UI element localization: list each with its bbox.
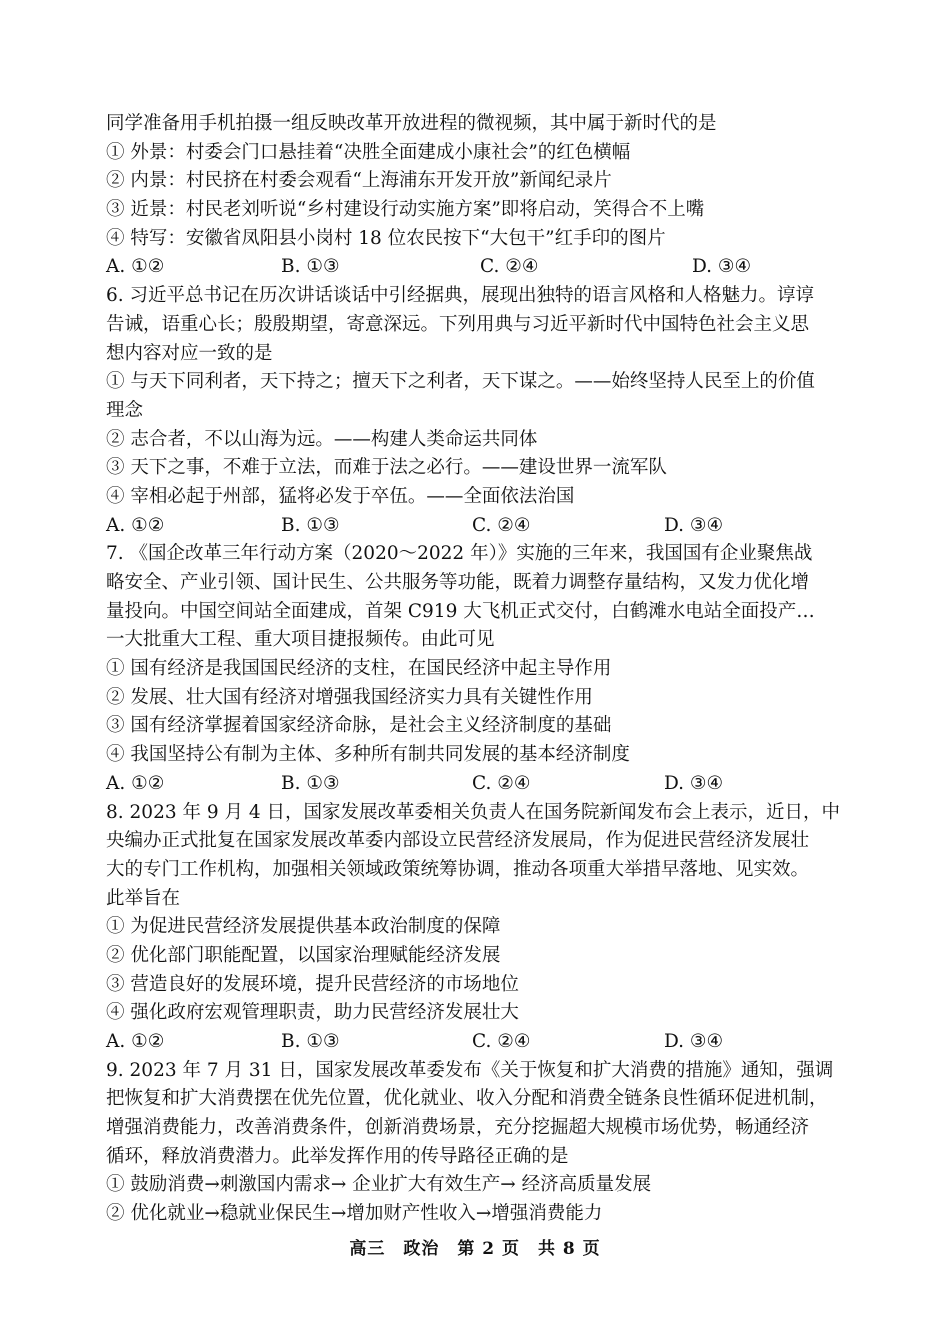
- q6-choice-1-cont: 理念: [106, 399, 144, 421]
- q6-option-d: D. ③④: [664, 514, 724, 536]
- q6-choice-1: ① 与天下同利者，天下持之；擅天下之利者，天下谋之。——始终坚持人民至上的价值: [106, 371, 815, 393]
- q5-option-d: D. ③④: [692, 256, 752, 278]
- q6-choice-4: ④ 宰相必起于州部，猛将必发于卒伍。——全面依法治国: [106, 485, 575, 507]
- q7-stem-line-2: 略安全、产业引领、国计民生、公共服务等功能，既着力调整存量结构，又发力优化增: [106, 572, 810, 593]
- q6-choice-3: ③ 天下之事，不难于立法，而难于法之必行。——建设世界一流军队: [106, 457, 667, 479]
- page-footer: 高三 政治 第 2 页 共 8 页: [349, 1239, 601, 1259]
- q8-choice-4: ④ 强化政府宏观管理职责，助力民营经济发展壮大: [106, 1002, 519, 1024]
- q8-choice-3: ③ 营造良好的发展环境，提升民营经济的市场地位: [106, 973, 519, 995]
- q8-option-a: A. ①②: [106, 1031, 165, 1052]
- q6-option-b: B. ①③: [281, 514, 340, 536]
- question-5: [106, 110, 866, 282]
- question-6: [106, 282, 866, 540]
- q6-option-c: C. ②④: [472, 514, 531, 536]
- q5-option-a: A. ①②: [106, 256, 165, 278]
- q7-stem-line-1: 7. 《国企改革三年行动方案（2020～2022 年）》实施的三年来，我国国有企业聚焦战: [106, 543, 813, 565]
- q8-option-c: C. ②④: [472, 1031, 531, 1052]
- q5-choice-2: ② 内景：村民挤在村委会观看“上海浦东开发开放”新闻纪录片: [106, 170, 612, 192]
- question-9: [106, 1057, 866, 1229]
- q7-choice-3: ③ 国有经济掌握着国家经济命脉，是社会主义经济制度的基础: [106, 715, 612, 737]
- q5-choice-1: ① 外景：村委会门口悬挂着“决胜全面建成小康社会”的红色横幅: [106, 141, 631, 163]
- q7-option-d: D. ③④: [664, 772, 724, 794]
- q7-stem-line-4: 一大批重大工程、重大项目捷报频传。由此可见: [106, 629, 495, 651]
- q8-options: [106, 1028, 866, 1057]
- q9-stem-line-2: 把恢复和扩大消费摆在优先位置，优化就业、收入分配和消费全链条良性循环促进机制，: [106, 1088, 828, 1110]
- q7-choice-4: ④ 我国坚持公有制为主体、多种所有制共同发展的基本经济制度: [106, 744, 630, 766]
- q6-stem-line-3: 想内容对应一致的是: [106, 342, 273, 364]
- q7-choice-2: ② 发展、壮大国有经济对增强我国经济实力具有关键性作用: [106, 686, 593, 708]
- q7-option-b: B. ①③: [281, 772, 340, 794]
- q7-stem-line-3: 量投向。中国空间站全面建成，首架 C919 大飞机正式交付，白鹤滩水电站全面投产…: [106, 600, 815, 622]
- q5-option-b: B. ①③: [281, 256, 340, 278]
- q9-stem-line-3: 增强消费能力，改善消费条件，创新消费场景，充分挖掘超大规模市场优势，畅通经济: [106, 1117, 810, 1139]
- q6-options: [106, 512, 866, 541]
- q9-stem-line-4: 循环，释放消费潜力。此举发挥作用的传导路径正确的是: [106, 1145, 569, 1167]
- q9-stem-line-1: 9. 2023 年 7 月 31 日，国家发展改革委发布《关于恢复和扩大消费的措施》通知，强调: [106, 1059, 834, 1081]
- q6-option-a: A. ①②: [106, 514, 165, 536]
- question-8: [106, 799, 866, 1057]
- q5-choice-3: ③ 近景：村民老刘听说“乡村建设行动实施方案”即将启动，笑得合不上嘴: [106, 199, 705, 221]
- page-content: [106, 110, 866, 1229]
- q8-stem-line-1: 8. 2023 年 9 月 4 日，国家发展改革委相关负责人在国务院新闻发布会上表示，近日，中: [106, 801, 841, 823]
- q6-stem-line-2: 告诫，语重心长；殷殷期望，寄意深远。下列用典与习近平新时代中国特色社会主义思: [106, 313, 810, 335]
- q7-choice-1: ① 国有经济是我国国民经济的支柱，在国民经济中起主导作用: [106, 658, 612, 680]
- question-7: [106, 540, 866, 798]
- q8-choice-1: ① 为促进民营经济发展提供基本政治制度的保障: [106, 916, 501, 938]
- q5-option-c: C. ②④: [480, 256, 539, 278]
- q8-choice-2: ② 优化部门职能配置，以国家治理赋能经济发展: [106, 944, 501, 966]
- q8-option-d: D. ③④: [664, 1031, 724, 1052]
- q5-options: [106, 253, 866, 282]
- q7-option-a: A. ①②: [106, 772, 165, 794]
- q7-options: [106, 770, 866, 799]
- q8-option-b: B. ①③: [281, 1031, 340, 1052]
- q6-choice-2: ② 志合者，不以山海为远。——构建人类命运共同体: [106, 428, 538, 450]
- q6-stem-line-1: 6. 习近平总书记在历次讲话谈话中引经据典，展现出独特的语言风格和人格魅力。谆谆: [106, 285, 815, 307]
- q9-choice-1: ① 鼓励消费→刺激国内需求→ 企业扩大有效生产→ 经济高质量发展: [106, 1174, 652, 1196]
- q8-stem-line-3: 大的专门工作机构，加强相关领域政策统筹协调，推动各项重大举措早落地、见实效。: [106, 858, 810, 880]
- q7-option-c: C. ②④: [472, 772, 531, 794]
- q9-choice-2: ② 优化就业→稳就业保民生→增加财产性收入→增强消费能力: [106, 1203, 603, 1225]
- q5-line-1: 同学准备用手机拍摄一组反映改革开放进程的微视频，其中属于新时代的是: [106, 113, 717, 134]
- q5-choice-4: ④ 特写：安徽省凤阳县小岗村 18 位农民按下“大包干”红手印的图片: [106, 227, 666, 249]
- q8-stem-line-2: 央编办正式批复在国家发展改革委内部设立民营经济发展局，作为促进民营经济发展壮: [106, 830, 810, 852]
- q8-stem-line-4: 此举旨在: [106, 887, 181, 909]
